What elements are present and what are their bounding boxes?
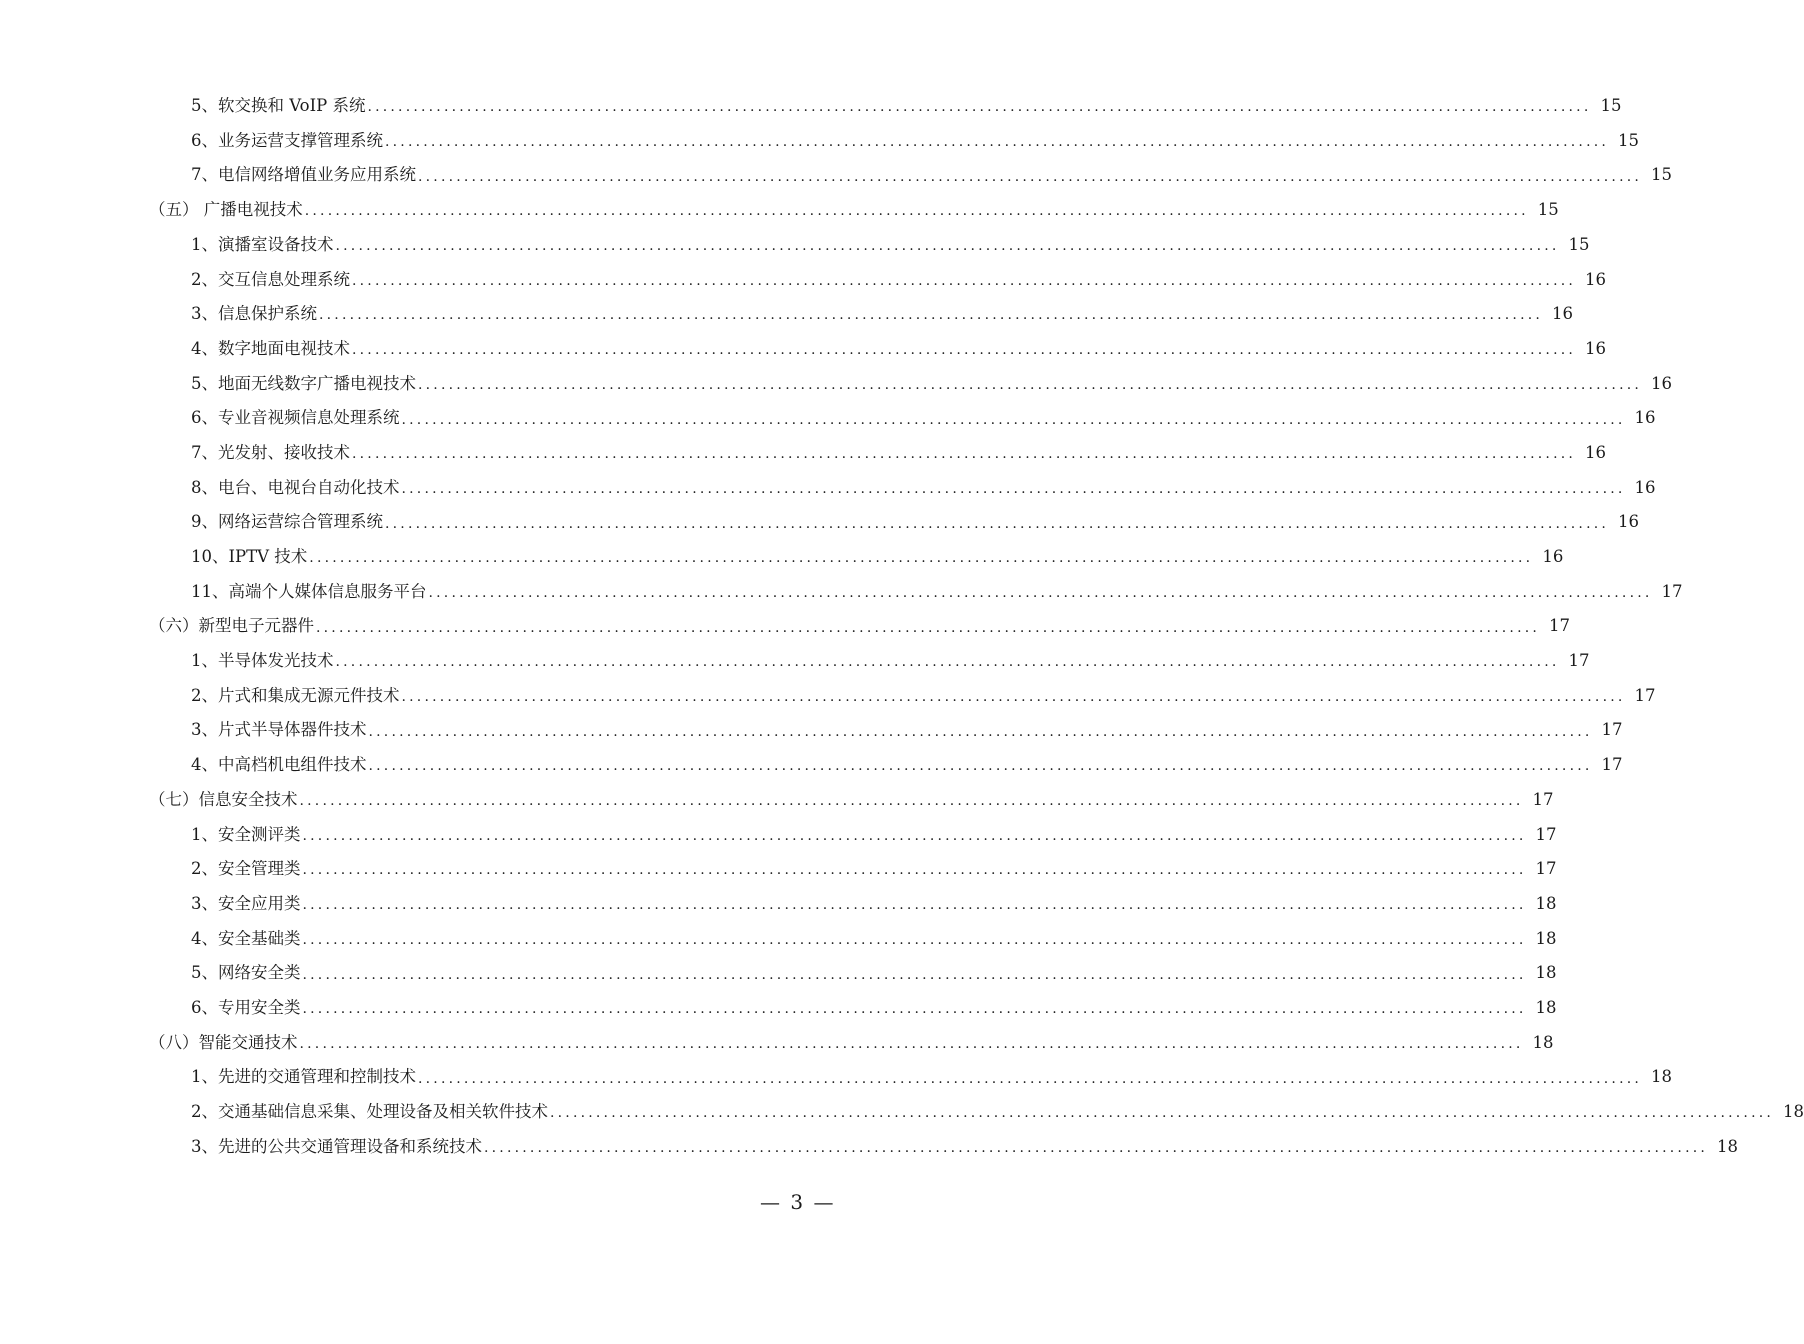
dot-leader: ................................................................................................................................................................ xyxy=(550,1105,1775,1122)
toc-entry[interactable] xyxy=(0,505,1640,540)
toc-entry-label: （七）信息安全技术 xyxy=(149,789,298,809)
toc-entry[interactable] xyxy=(0,679,1656,714)
dot-leader: ................................................................................................................................................................ xyxy=(302,897,1527,914)
page-number: — 3 — xyxy=(760,1190,836,1214)
toc-entry-label: 4、数字地面电视技术 xyxy=(191,338,350,358)
toc-entry[interactable] xyxy=(0,436,1607,471)
table-of-contents xyxy=(0,89,1804,1164)
toc-entry-label: 2、交互信息处理系统 xyxy=(191,269,350,289)
toc-entry-label: 6、业务运营支撑管理系统 xyxy=(191,130,383,150)
dot-leader: ................................................................................................................................................................ xyxy=(367,99,1592,116)
toc-entry-page: 18 xyxy=(1535,893,1557,913)
toc-entry-label: （八）智能交通技术 xyxy=(149,1032,298,1052)
toc-entry[interactable] xyxy=(0,332,1607,367)
dot-leader: ................................................................................................................................................................ xyxy=(302,862,1527,879)
dot-leader: ................................................................................................................................................................ xyxy=(319,307,1544,324)
toc-entry-page: 16 xyxy=(1634,477,1656,497)
toc-entry-label: 1、先进的交通管理和控制技术 xyxy=(191,1067,416,1087)
toc-entry-page: 18 xyxy=(1535,928,1557,948)
toc-entry-page: 16 xyxy=(1618,512,1640,532)
toc-entry[interactable] xyxy=(0,991,1557,1026)
dot-leader: ................................................................................................................................................................ xyxy=(304,203,1529,220)
toc-entry-page: 17 xyxy=(1601,720,1623,740)
toc-entry[interactable] xyxy=(0,852,1557,887)
toc-entry-label: 3、先进的公共交通管理设备和系统技术 xyxy=(191,1136,482,1156)
toc-entry[interactable] xyxy=(0,1060,1673,1095)
toc-entry[interactable] xyxy=(0,89,1622,124)
dot-leader: ................................................................................................................................................................ xyxy=(418,1070,1643,1087)
dot-leader: ................................................................................................................................................................ xyxy=(352,342,1577,359)
toc-entry-page: 16 xyxy=(1552,304,1574,324)
toc-entry[interactable] xyxy=(0,540,1564,575)
dot-leader: ................................................................................................................................................................ xyxy=(302,827,1527,844)
toc-entry-label: 3、片式半导体器件技术 xyxy=(191,720,367,740)
toc-entry-label: 2、片式和集成无源元件技术 xyxy=(191,685,400,705)
toc-entry-page: 16 xyxy=(1585,442,1607,462)
toc-entry[interactable] xyxy=(0,471,1656,506)
toc-entry-label: 3、信息保护系统 xyxy=(191,304,317,324)
toc-section-heading[interactable] xyxy=(0,609,1571,644)
toc-entry-page: 18 xyxy=(1651,1067,1673,1087)
dot-leader: ................................................................................................................................................................ xyxy=(368,723,1593,740)
toc-entry-page: 15 xyxy=(1651,165,1673,185)
toc-entry-page: 17 xyxy=(1532,789,1554,809)
toc-entry[interactable] xyxy=(0,367,1673,402)
toc-entry[interactable] xyxy=(0,887,1557,922)
toc-entry-label: 5、网络安全类 xyxy=(191,963,301,983)
toc-entry-page: 17 xyxy=(1535,859,1557,879)
toc-entry[interactable] xyxy=(0,713,1623,748)
toc-entry-label: 1、半导体发光技术 xyxy=(191,651,334,671)
toc-entry-page: 17 xyxy=(1634,685,1656,705)
toc-entry[interactable] xyxy=(0,644,1590,679)
toc-entry[interactable] xyxy=(0,297,1574,332)
toc-entry[interactable] xyxy=(0,575,1683,610)
toc-entry-page: 17 xyxy=(1568,651,1590,671)
toc-entry-label: 3、安全应用类 xyxy=(191,893,301,913)
toc-entry[interactable] xyxy=(0,1130,1739,1165)
toc-entry[interactable] xyxy=(0,158,1673,193)
toc-entry-page: 16 xyxy=(1542,547,1564,567)
dot-leader: ................................................................................................................................................................ xyxy=(484,1139,1709,1156)
toc-entry-page: 15 xyxy=(1568,234,1590,254)
toc-entry-label: 10、IPTV 技术 xyxy=(191,547,308,567)
toc-entry-page: 16 xyxy=(1585,338,1607,358)
dot-leader: ................................................................................................................................................................ xyxy=(401,480,1626,497)
toc-entry[interactable] xyxy=(0,228,1590,263)
toc-entry-page: 15 xyxy=(1600,96,1622,116)
toc-entry-label: 4、中高档机电组件技术 xyxy=(191,755,367,775)
toc-entry-label: 1、演播室设备技术 xyxy=(191,234,334,254)
toc-entry-page: 16 xyxy=(1585,269,1607,289)
toc-entry-label: 6、专业音视频信息处理系统 xyxy=(191,408,400,428)
toc-entry[interactable] xyxy=(0,124,1640,159)
toc-entry[interactable] xyxy=(0,262,1607,297)
dot-leader: ................................................................................................................................................................ xyxy=(309,550,1534,567)
toc-entry-page: 17 xyxy=(1549,616,1571,636)
toc-entry-page: 16 xyxy=(1651,373,1673,393)
toc-entry-label: 9、网络运营综合管理系统 xyxy=(191,512,383,532)
toc-section-heading[interactable] xyxy=(0,783,1554,818)
toc-entry[interactable] xyxy=(0,922,1557,957)
toc-entry[interactable] xyxy=(0,1095,1804,1130)
toc-entry-page: 15 xyxy=(1537,200,1559,220)
toc-entry-page: 18 xyxy=(1535,997,1557,1017)
dot-leader: ................................................................................................................................................................ xyxy=(299,1035,1524,1052)
toc-entry[interactable] xyxy=(0,956,1557,991)
toc-entry-label: 5、软交换和 VoIP 系统 xyxy=(191,96,366,116)
dot-leader: ................................................................................................................................................................ xyxy=(418,376,1643,393)
toc-entry-label: 7、电信网络增值业务应用系统 xyxy=(191,165,416,185)
toc-entry-label: 8、电台、电视台自动化技术 xyxy=(191,477,400,497)
toc-entry-label: 2、安全管理类 xyxy=(191,859,301,879)
dot-leader: ................................................................................................................................................................ xyxy=(401,689,1626,706)
toc-entry-label: （六）新型电子元器件 xyxy=(149,616,314,636)
toc-entry-page: 18 xyxy=(1717,1136,1739,1156)
dot-leader: ................................................................................................................................................................ xyxy=(302,931,1527,948)
toc-entry-page: 18 xyxy=(1783,1102,1804,1122)
dot-leader: ................................................................................................................................................................ xyxy=(352,446,1577,463)
toc-entry[interactable] xyxy=(0,401,1656,436)
toc-entry[interactable] xyxy=(0,817,1557,852)
toc-entry-label: 5、地面无线数字广播电视技术 xyxy=(191,373,416,393)
dot-leader: ................................................................................................................................................................ xyxy=(299,793,1524,810)
dot-leader: ................................................................................................................................................................ xyxy=(335,238,1560,255)
toc-entry-page: 17 xyxy=(1535,824,1557,844)
toc-entry[interactable] xyxy=(0,748,1623,783)
toc-entry-label: 4、安全基础类 xyxy=(191,928,301,948)
toc-entry-page: 18 xyxy=(1535,963,1557,983)
dot-leader: ................................................................................................................................................................ xyxy=(352,272,1577,289)
toc-section-heading[interactable] xyxy=(0,193,1559,228)
toc-section-heading[interactable] xyxy=(0,1026,1554,1061)
toc-entry-page: 16 xyxy=(1634,408,1656,428)
toc-entry-label: 2、交通基础信息采集、处理设备及相关软件技术 xyxy=(191,1102,548,1122)
dot-leader: ................................................................................................................................................................ xyxy=(316,619,1541,636)
toc-entry-label: 6、专用安全类 xyxy=(191,997,301,1017)
dot-leader: ................................................................................................................................................................ xyxy=(385,515,1610,532)
toc-entry-page: 18 xyxy=(1532,1032,1554,1052)
toc-entry-page: 17 xyxy=(1661,581,1683,601)
toc-entry-label: （五） 广播电视技术 xyxy=(149,200,303,220)
toc-entry-label: 1、安全测评类 xyxy=(191,824,301,844)
dot-leader: ................................................................................................................................................................ xyxy=(385,134,1610,151)
toc-entry-page: 15 xyxy=(1618,130,1640,150)
dot-leader: ................................................................................................................................................................ xyxy=(335,654,1560,671)
toc-entry-label: 7、光发射、接收技术 xyxy=(191,442,350,462)
dot-leader: ................................................................................................................................................................ xyxy=(401,411,1626,428)
toc-entry-label: 11、高端个人媒体信息服务平台 xyxy=(191,581,427,601)
dot-leader: ................................................................................................................................................................ xyxy=(302,966,1527,983)
dot-leader: ................................................................................................................................................................ xyxy=(418,168,1643,185)
dot-leader: ................................................................................................................................................................ xyxy=(428,584,1653,601)
dot-leader: ................................................................................................................................................................ xyxy=(302,1001,1527,1018)
toc-entry-page: 17 xyxy=(1601,755,1623,775)
dot-leader: ................................................................................................................................................................ xyxy=(368,758,1593,775)
